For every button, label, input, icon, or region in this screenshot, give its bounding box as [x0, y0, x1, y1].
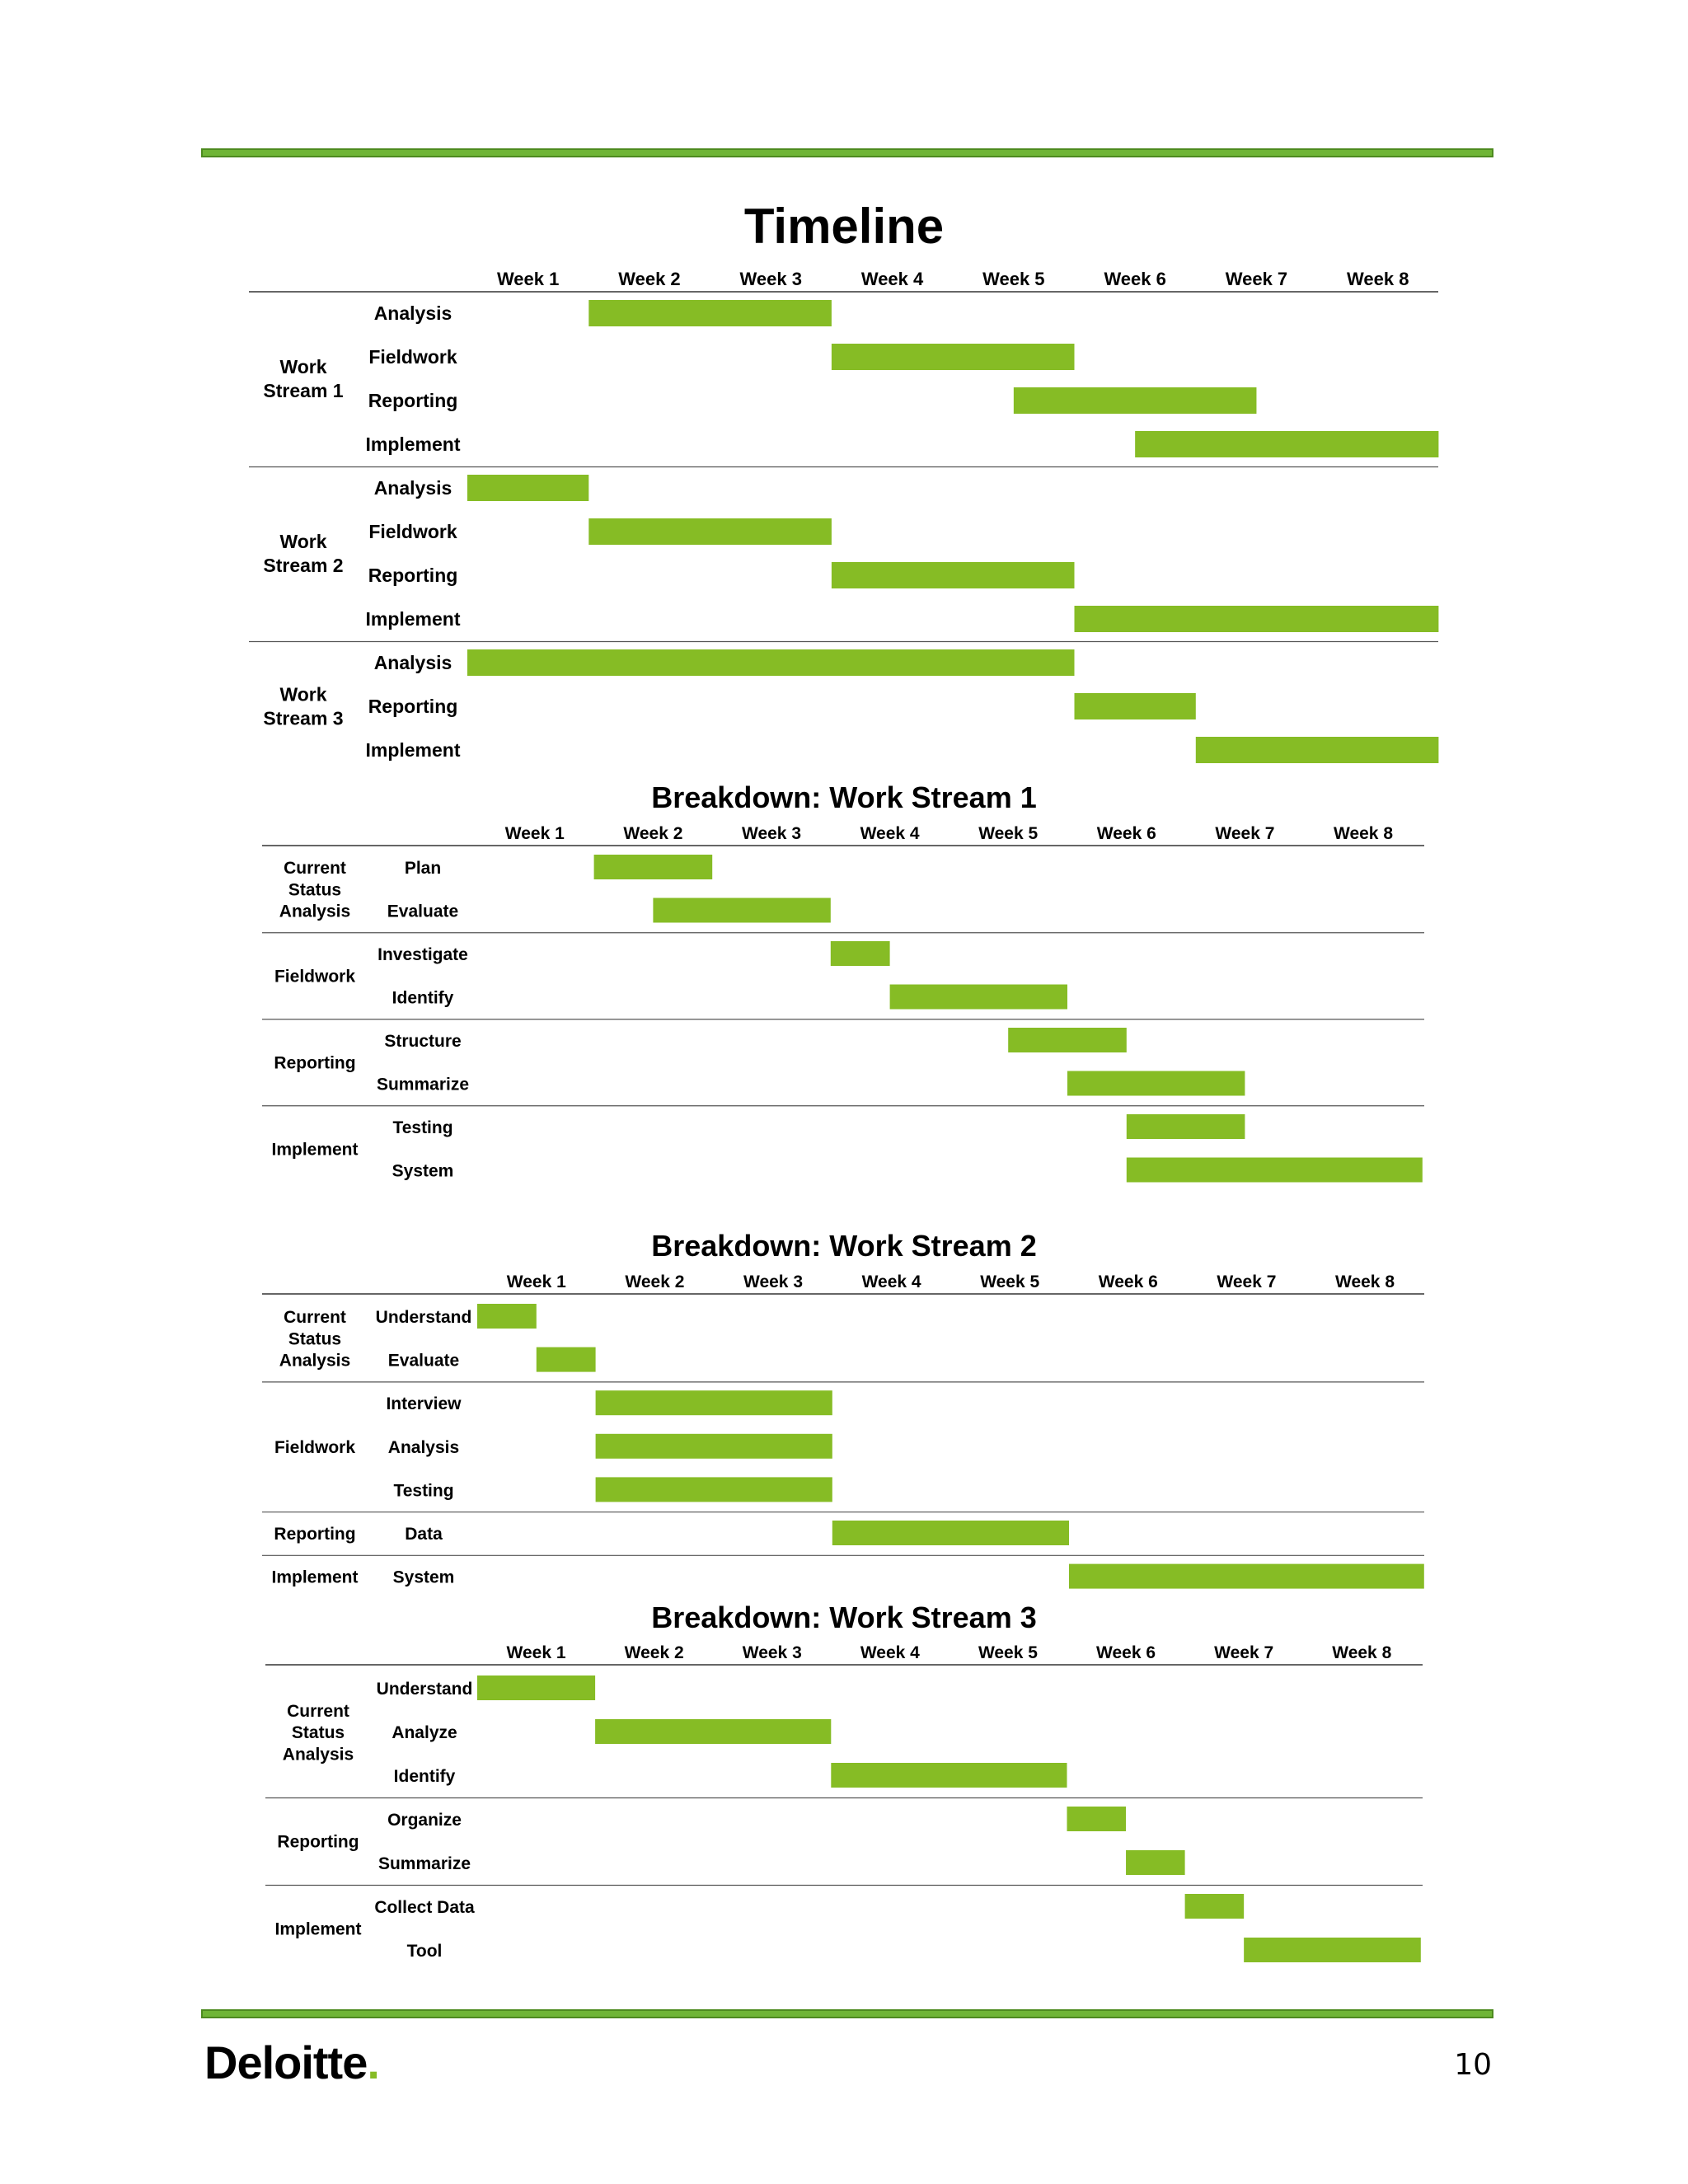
chart-title: Breakdown: Work Stream 1	[651, 780, 1037, 814]
group-label-line: Current	[287, 1701, 349, 1721]
group-label	[279, 859, 350, 921]
task-bar	[831, 1763, 1067, 1788]
task-label: Understand	[376, 1680, 473, 1699]
group-label-line: Implement	[271, 1568, 359, 1587]
week-header: Week 4	[860, 1643, 920, 1662]
group-label	[263, 684, 343, 729]
task-bar	[596, 1390, 832, 1415]
week-header: Week 6	[1098, 1272, 1158, 1291]
task-label: Identify	[392, 988, 454, 1008]
task-label: Reporting	[368, 390, 458, 411]
week-header: Week 7	[1225, 269, 1288, 289]
task-label: Evaluate	[387, 902, 459, 921]
group-label-line: Implement	[271, 1140, 359, 1160]
week-header: Week 4	[860, 269, 924, 289]
task-label: Fieldwork	[368, 521, 457, 542]
task-label: Analysis	[373, 302, 452, 324]
group-label-line: Analysis	[282, 1745, 354, 1765]
deloitte-logo	[204, 2036, 379, 2089]
task-bar	[1014, 387, 1257, 414]
week-header: Week 1	[506, 1643, 566, 1662]
task-bar	[477, 1675, 595, 1700]
week-header: Week 8	[1332, 1643, 1392, 1662]
week-header: Week 3	[743, 1272, 803, 1291]
task-bar	[537, 1347, 596, 1372]
task-label: Summarize	[377, 1854, 471, 1873]
week-header: Week 7	[1214, 1643, 1274, 1662]
group-label	[271, 1568, 358, 1587]
group-label	[274, 1525, 355, 1544]
group-label	[263, 531, 343, 576]
task-label: Interview	[386, 1394, 462, 1414]
task-bar	[467, 649, 1075, 676]
group-label-line: Reporting	[274, 1525, 356, 1544]
task-bar	[1067, 1071, 1245, 1096]
task-label: Identify	[393, 1767, 456, 1786]
week-header: Week 7	[1215, 824, 1275, 843]
task-bar	[1126, 1850, 1185, 1875]
group-label	[274, 967, 355, 986]
week-header: Week 8	[1347, 269, 1409, 289]
week-header: Week 5	[978, 1643, 1038, 1662]
task-label: Evaluate	[387, 1351, 460, 1371]
week-header: Week 8	[1335, 1272, 1395, 1291]
task-bar	[832, 562, 1075, 588]
task-label: Collect Data	[374, 1898, 475, 1917]
group-label	[274, 1920, 361, 1939]
week-header: Week 1	[504, 824, 565, 843]
logo-text: Deloitte	[204, 2036, 368, 2088]
week-header: Week 6	[1096, 824, 1156, 843]
task-bar	[890, 985, 1067, 1010]
task-bar	[1127, 1114, 1245, 1139]
task-label: Reporting	[368, 565, 458, 586]
week-header: Week 2	[625, 1272, 685, 1291]
task-bar	[1244, 1938, 1421, 1962]
week-header: Week 8	[1334, 824, 1393, 843]
logo-dot: .	[367, 2036, 379, 2088]
group-label-line: Stream 2	[263, 554, 344, 576]
task-label: Implement	[365, 434, 461, 455]
task-bar	[594, 855, 713, 879]
task-bar	[1135, 431, 1438, 457]
group-label-line: Analysis	[279, 1351, 351, 1371]
group-label	[279, 1308, 350, 1371]
task-bar	[1127, 1158, 1423, 1183]
task-bar	[477, 1304, 537, 1329]
group-label	[263, 356, 343, 401]
task-label: Tool	[406, 1942, 443, 1961]
chart-title: Breakdown: Work Stream 3	[651, 1601, 1037, 1634]
task-label: Testing	[392, 1118, 453, 1137]
group-label-line: Implement	[274, 1919, 362, 1939]
task-bar	[1185, 1894, 1245, 1919]
task-bar	[1008, 1028, 1127, 1052]
chart-title: Timeline	[743, 199, 945, 254]
task-label: Implement	[365, 739, 461, 761]
task-label: Investigate	[377, 945, 468, 964]
group-label-line: Current	[284, 859, 346, 878]
task-label: Understand	[375, 1308, 472, 1327]
group-label-line: Fieldwork	[274, 967, 356, 987]
group-label-line: Stream 1	[263, 379, 344, 401]
task-bar	[1067, 1807, 1127, 1831]
group-label	[274, 1438, 355, 1457]
group-label-line: Status	[291, 1723, 345, 1742]
task-label: Organize	[387, 1811, 462, 1830]
task-bar	[588, 300, 832, 326]
week-header: Week 3	[742, 1643, 802, 1662]
group-label-line: Status	[288, 880, 342, 900]
group-label	[283, 1702, 354, 1765]
task-label: Reporting	[368, 696, 458, 717]
task-label: Plan	[404, 859, 442, 878]
week-header: Week 4	[860, 824, 920, 843]
week-header: Week 6	[1096, 1643, 1156, 1662]
task-label: Data	[405, 1525, 443, 1544]
group-label-line: Current	[284, 1308, 346, 1328]
week-header: Week 3	[742, 824, 801, 843]
task-bar	[1075, 693, 1196, 719]
task-label: Testing	[393, 1481, 454, 1501]
group-label	[274, 1053, 355, 1072]
group-label-line: Work	[279, 531, 327, 553]
week-header: Week 5	[978, 824, 1039, 843]
task-bar	[595, 1719, 831, 1744]
task-bar	[596, 1434, 832, 1459]
task-label: Analysis	[373, 477, 452, 499]
task-label: Analysis	[387, 1437, 460, 1457]
week-header: Week 3	[739, 269, 802, 289]
task-label: Analysis	[373, 652, 452, 673]
task-label: System	[392, 1161, 454, 1181]
group-label-line: Fieldwork	[274, 1437, 356, 1457]
bottom-green-rule	[201, 2009, 1493, 2018]
task-bar	[588, 518, 832, 545]
group-label-line: Stream 3	[263, 707, 344, 729]
group-label	[277, 1833, 359, 1852]
week-header: Week 1	[496, 269, 560, 289]
task-label: Analyze	[392, 1723, 457, 1742]
task-bar	[653, 898, 830, 923]
task-bar	[832, 344, 1075, 370]
week-header: Week 1	[506, 1272, 566, 1291]
week-header: Week 5	[982, 269, 1045, 289]
week-header: Week 2	[623, 824, 683, 843]
task-bar	[467, 475, 588, 501]
task-label: Summarize	[376, 1075, 470, 1094]
group-label-line: Work	[279, 683, 327, 705]
week-header: Week 4	[861, 1272, 921, 1291]
task-bar	[831, 941, 890, 966]
week-header: Week 6	[1104, 269, 1166, 289]
group-label-line: Analysis	[279, 902, 351, 921]
task-bar	[1196, 737, 1439, 763]
task-bar	[1069, 1564, 1424, 1589]
group-label-line: Reporting	[277, 1832, 359, 1852]
group-label-line: Work	[279, 356, 327, 378]
group-label-line: Status	[288, 1329, 342, 1349]
task-bar	[1075, 606, 1439, 632]
chart-title: Breakdown: Work Stream 2	[651, 1229, 1037, 1263]
group-label-line: Reporting	[274, 1053, 356, 1073]
week-header: Week 2	[624, 1643, 684, 1662]
task-bar	[832, 1521, 1069, 1545]
task-label: Implement	[365, 608, 461, 630]
week-header: Week 2	[618, 269, 681, 289]
task-label: Fieldwork	[368, 346, 457, 368]
task-bar	[596, 1477, 832, 1502]
week-header: Week 5	[980, 1272, 1040, 1291]
group-label	[271, 1140, 358, 1159]
week-header: Week 7	[1217, 1272, 1277, 1291]
task-label: System	[392, 1568, 455, 1587]
task-label: Structure	[384, 1032, 462, 1051]
page-number: 10	[1454, 2048, 1492, 2082]
